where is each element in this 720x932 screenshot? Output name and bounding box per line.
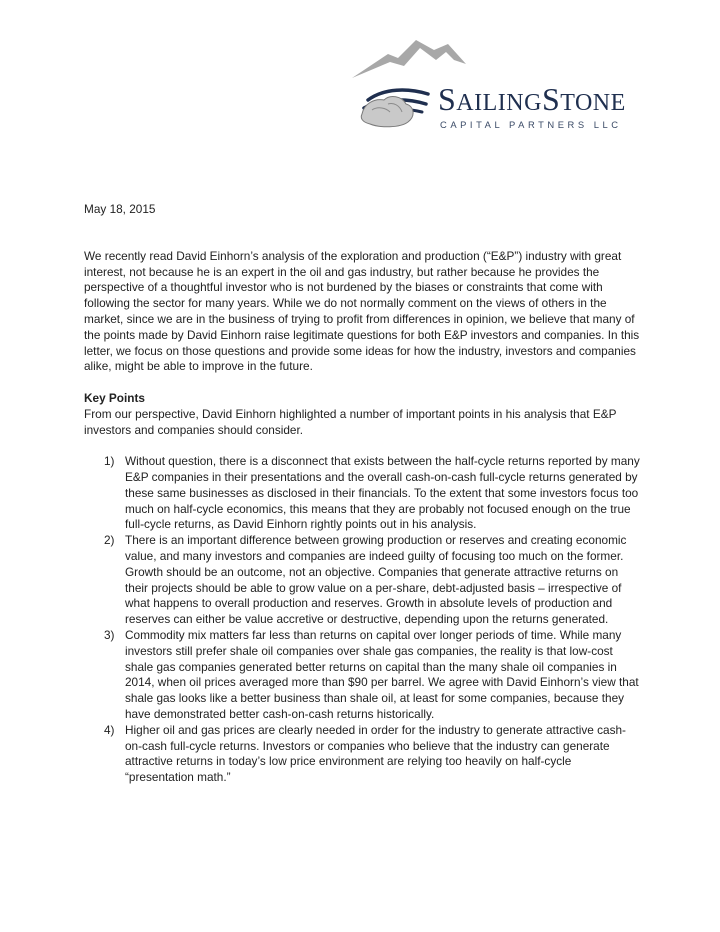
letter-date: May 18, 2015 bbox=[84, 202, 156, 216]
logo-subtitle: CAPITAL PARTNERS LLC bbox=[440, 119, 622, 130]
list-item-text: There is an important difference between growing production or reserves and creating economic value, and many investors and companies are indeed guilty of focusing too much on the former. Growth should be an outcome, not an objective. Companies that generate attractive returns on their projects should be able to grow value on a per-share, debt-adjusted basis – irrespective of what happens to overall production and reserves. Growth in absolute levels of production and reserves can either be value accretive or destructive, depending upon the returns generated. bbox=[125, 533, 627, 627]
key-points-heading: Key Points bbox=[84, 390, 145, 405]
letter-body bbox=[84, 202, 640, 786]
list-item-text: Higher oil and gas prices are clearly needed in order for the industry to generate attractive cash-on-cash full-cycle returns. Investors or companies who believe that the industry can generate attractive returns in today’s low price environment are relying too heavily on half-cycle “presentation math.” bbox=[125, 722, 626, 785]
list-item bbox=[84, 454, 640, 533]
list-item-number: 1) bbox=[104, 454, 115, 469]
list-item-number: 3) bbox=[104, 627, 115, 642]
list-item-text: Without question, there is a disconnect that exists between the half-cycle returns reported by many E&P companies in their presentations and the overall cash-on-cash full-cycle returns generated by these same businesses as disclosed in their financials. To the extent that some investors focus too much on half-cycle economics, this means that they are probably not focused enough on the true full-cycle returns, as David Einhorn rightly points out in his analysis. bbox=[125, 454, 640, 532]
intro-paragraph: We recently read David Einhorn’s analysis of the exploration and production (“E&P”) industry with great interest, not because he is an expert in the oil and gas industry, but rather because he provides the perspective of a thoughtful investor who is not burdened by the biases or constraints that come with following the sector for many years. While we do not normally comment on the views of others in the market, since we are in the business of trying to profit from differences in opinion, we believe that many of the points made by David Einhorn raise legitimate questions for both E&P investors and companies. In this letter, we focus on those questions and provide some ideas for how the industry, investors and companies alike, might be able to improve in the future. bbox=[84, 248, 640, 374]
list-item bbox=[84, 628, 640, 723]
list-item-text: Commodity mix matters far less than returns on capital over longer periods of time. While many investors still prefer shale oil companies over shale gas companies, the reality is that low-cost shale gas companies generated better returns on capital than the many shale oil companies in 2014, when oil prices averaged more than $90 per barrel. We agree with David Einhorn’s view that shale gas looks like a better business than shale oil, at least for some companies, because they have demonstrated better cash-on-cash returns historically. bbox=[125, 627, 639, 721]
key-points-list bbox=[84, 454, 640, 786]
company-logo bbox=[350, 38, 640, 138]
list-item bbox=[84, 533, 640, 628]
list-item-number: 4) bbox=[104, 722, 115, 737]
key-points-intro: From our perspective, David Einhorn highlighted a number of important points in his analysis that E&P investors and companies should consider. bbox=[84, 406, 617, 437]
list-item-number: 2) bbox=[104, 533, 115, 548]
logo-wordmark: SAILINGSTONE bbox=[438, 81, 626, 117]
list-item bbox=[84, 723, 640, 786]
